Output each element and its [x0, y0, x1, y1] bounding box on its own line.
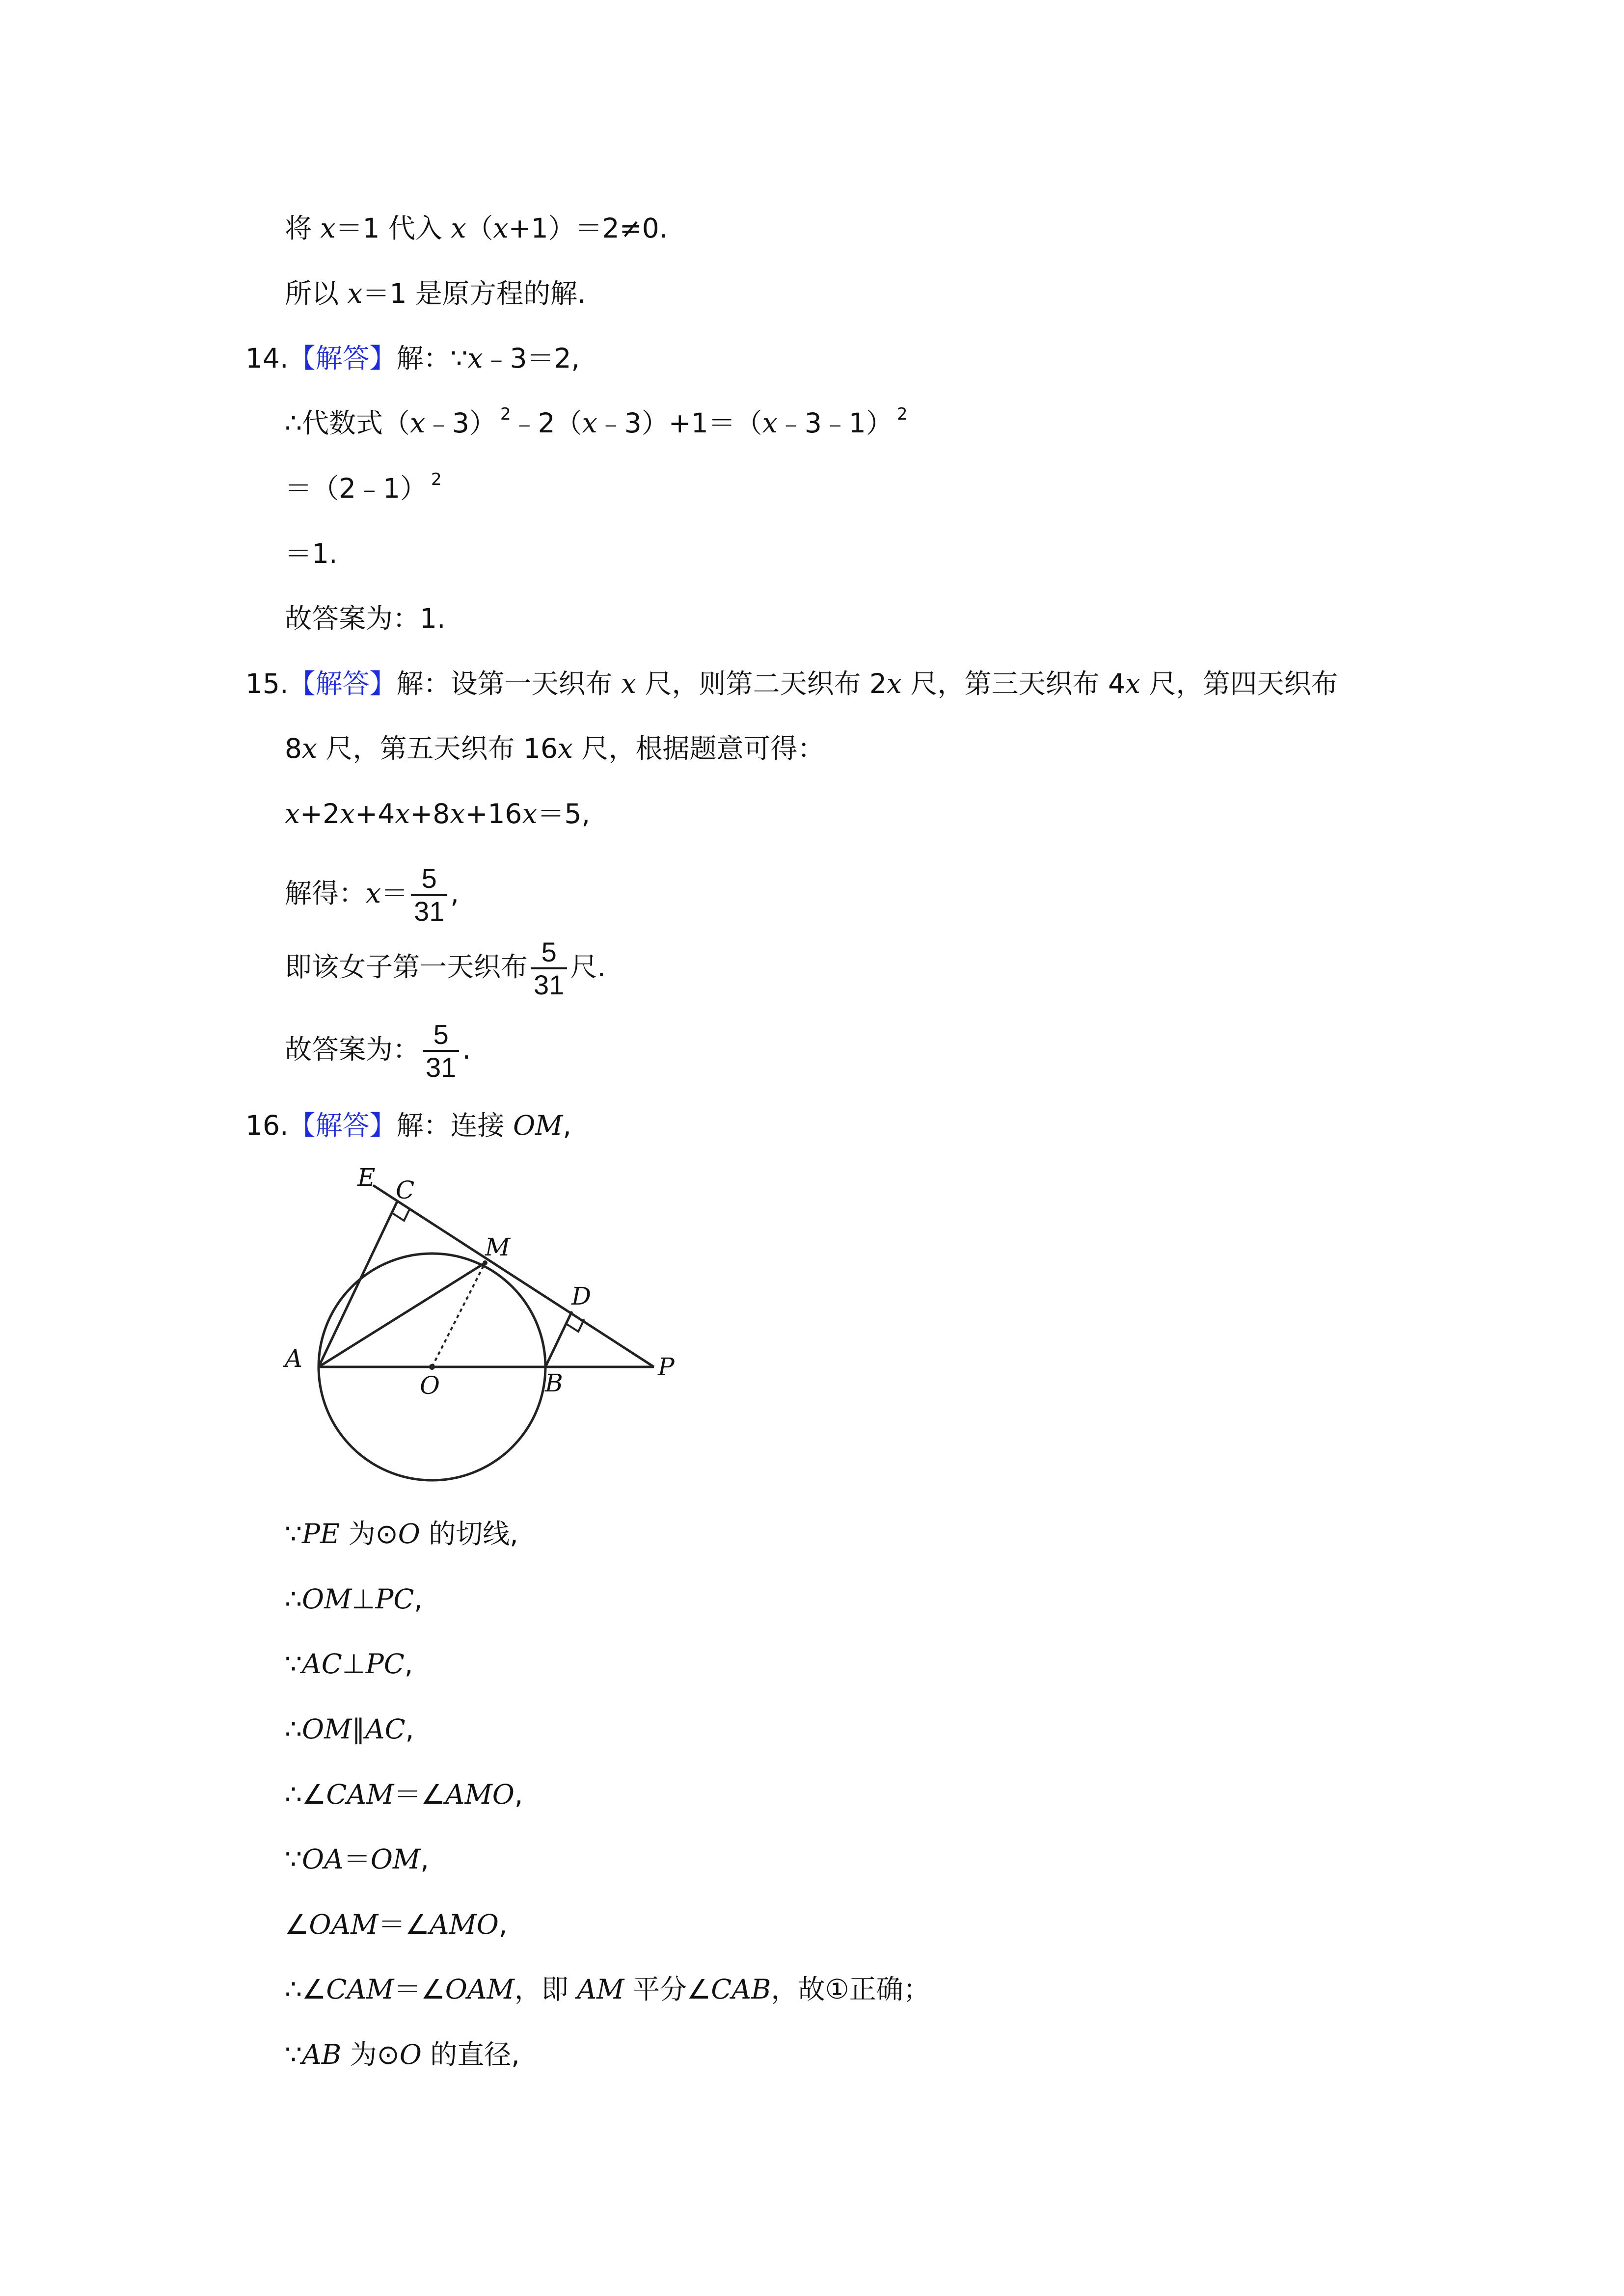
text: ＝（2﹣1） [285, 473, 427, 504]
text-line [285, 1840, 429, 1879]
variable: x [450, 798, 465, 829]
fraction [423, 1019, 459, 1083]
text: 尺，则第二天织布 2 [636, 668, 887, 699]
text: ＝5, [537, 798, 590, 829]
text: ∵ [285, 2039, 302, 2070]
question-15-heading [245, 664, 1338, 703]
variable: O [398, 1518, 420, 1549]
text-line [285, 1970, 930, 2009]
text: 尺. [570, 951, 606, 983]
text: 解：设第一天织布 [396, 668, 621, 699]
text-line [285, 729, 825, 768]
text: 故答案为：1. [285, 603, 446, 634]
variable: x [467, 343, 483, 374]
numerator: 5 [423, 1019, 459, 1052]
text: , [414, 1583, 423, 1615]
denominator: 31 [426, 1051, 457, 1083]
text: ＝1 代入 [335, 213, 451, 244]
text: 解：连接 [396, 1110, 513, 1141]
text: , [498, 1909, 508, 1940]
variable: CAM [326, 1779, 394, 1810]
exponent: 2 [431, 470, 442, 489]
text: ﹣3）+1＝（ [597, 407, 762, 439]
text: 的直径, [421, 2039, 520, 2070]
text: ＝1 是原方程的解. [362, 278, 586, 309]
answer-tag: 【解答】 [288, 343, 397, 374]
variable: x [395, 798, 410, 829]
fraction [531, 937, 567, 1001]
text: ，即 [514, 1974, 577, 2005]
text-line [285, 1514, 518, 1553]
variable: AB [302, 2039, 342, 2070]
text: ﹣2（ [511, 407, 582, 439]
question-number: 16. [245, 1110, 289, 1141]
variable: x [366, 878, 381, 909]
text-line [285, 1579, 423, 1619]
text: （ [466, 213, 493, 244]
text: ＝ [343, 1843, 371, 1875]
text: , [420, 1843, 429, 1875]
line-bd [545, 1311, 572, 1367]
text: ∥ [352, 1713, 365, 1745]
text: ⊥ [352, 1583, 376, 1615]
text: 尺，第五天织布 16 [317, 733, 558, 764]
text: . [462, 1034, 471, 1065]
variable: x [302, 733, 318, 764]
text: 8 [285, 733, 302, 764]
text: , [563, 1110, 571, 1141]
answer-tag: 【解答】 [288, 668, 397, 699]
text: 平分∠ [624, 1974, 711, 2005]
text-line [285, 274, 586, 313]
fraction [411, 863, 447, 927]
text-line [285, 1905, 507, 1944]
variable: CAB [711, 1974, 771, 2005]
text: , [450, 878, 459, 909]
exponent: 2 [896, 404, 908, 424]
text: 所以 [285, 278, 348, 309]
center-point-o [429, 1364, 435, 1370]
variable: x [1125, 668, 1140, 699]
variable: x [493, 213, 509, 244]
text: 将 [285, 213, 321, 244]
variable: x [451, 213, 466, 244]
text: ⊥ [342, 1648, 366, 1680]
variable: OM [302, 1583, 352, 1615]
label-e: E [357, 1168, 376, 1192]
text-line [285, 1644, 413, 1683]
text: , [404, 1648, 413, 1680]
question-16-heading [245, 1106, 571, 1145]
label-m: M [485, 1233, 511, 1261]
text: ∴代数式（ [285, 407, 410, 439]
label-d: D [571, 1282, 592, 1310]
denominator: 31 [414, 895, 445, 927]
text: ＝ [381, 878, 408, 909]
text: ∴ [285, 1713, 302, 1745]
text: , [514, 1779, 523, 1810]
variable: x [621, 668, 636, 699]
text: ∵ [285, 1518, 302, 1549]
variable: x [762, 407, 778, 439]
variable: OM [302, 1713, 352, 1745]
text: ∵ [285, 1843, 302, 1875]
text: ＝∠ [394, 1974, 445, 2005]
text: ∴∠ [285, 1779, 326, 1810]
solution-line [285, 859, 459, 928]
text: 解得： [285, 878, 366, 909]
variable: CAM [326, 1974, 394, 2005]
text: ＝∠ [378, 1909, 430, 1940]
variable: AC [302, 1648, 342, 1680]
variable: PC [365, 1648, 405, 1680]
variable: AMO [445, 1779, 514, 1810]
text: +4 [355, 798, 395, 829]
text: ﹣3＝2, [483, 343, 580, 374]
text: ﹣3） [425, 407, 497, 439]
text: +2 [300, 798, 340, 829]
text: 为⊙ [340, 1518, 398, 1549]
text: 尺，第四天织布 [1140, 668, 1338, 699]
numerator: 5 [411, 863, 447, 896]
label-c: C [396, 1176, 415, 1204]
variable: x [347, 278, 363, 309]
text: 的切线, [420, 1518, 518, 1549]
variable: x [557, 733, 573, 764]
variable: OA [302, 1843, 344, 1875]
text: ＝1. [285, 538, 338, 569]
text: 故答案为： [285, 1034, 420, 1065]
variable: AM [577, 1974, 624, 2005]
text: 尺，第三天织布 4 [902, 668, 1125, 699]
numerator: 5 [531, 937, 567, 969]
variable: PE [302, 1518, 340, 1549]
exponent: 2 [500, 404, 511, 424]
text: ＝∠ [394, 1779, 445, 1810]
label-p: P [658, 1353, 675, 1381]
text: 即该女子第一天织布 [285, 951, 528, 983]
variable: x [886, 668, 902, 699]
equation-line [285, 794, 590, 833]
variable: OM [513, 1110, 563, 1141]
text-line [285, 933, 606, 1001]
text-line [285, 1015, 471, 1084]
variable: OAM [445, 1974, 514, 2005]
answer-tag: 【解答】 [288, 1110, 397, 1141]
text-line [285, 403, 907, 443]
question-number: 15. [245, 668, 289, 699]
variable: x [582, 407, 597, 439]
text: , [405, 1713, 414, 1745]
text: ﹣3﹣1） [777, 407, 893, 439]
text: 为⊙ [341, 2039, 400, 2070]
variable: x [410, 407, 426, 439]
variable: OAM [309, 1909, 379, 1940]
question-number: 14. [245, 343, 289, 374]
geometry-figure [275, 1168, 707, 1492]
label-a: A [285, 1344, 303, 1373]
variable: x [320, 213, 336, 244]
text-line [285, 1775, 523, 1814]
line-ep [373, 1185, 654, 1367]
denominator: 31 [534, 969, 565, 1000]
text-line [285, 599, 445, 638]
text-line [285, 469, 442, 508]
variable: x [340, 798, 355, 829]
variable: x [522, 798, 538, 829]
text: +8 [410, 798, 450, 829]
variable: x [285, 798, 300, 829]
variable: O [399, 2039, 422, 2070]
variable: AMO [429, 1909, 499, 1940]
text: +16 [465, 798, 522, 829]
text: ∴∠ [285, 1974, 326, 2005]
variable: PC [375, 1583, 414, 1615]
text-line [285, 534, 337, 573]
text-line [285, 2035, 520, 2074]
text-line [285, 209, 668, 248]
right-angle-c [392, 1208, 410, 1221]
text: ∴ [285, 1583, 302, 1615]
variable: OM [370, 1843, 421, 1875]
text: +1）＝2≠0. [508, 213, 668, 244]
question-14-heading [245, 339, 580, 378]
text: ∠ [285, 1909, 309, 1940]
label-b: B [545, 1369, 563, 1397]
text-line [285, 1709, 414, 1749]
text: 解：∵ [396, 343, 468, 374]
text: 尺，根据题意可得： [573, 733, 825, 764]
text: ，故①正确； [771, 1974, 930, 2005]
variable: AC [365, 1713, 406, 1745]
label-o: O [420, 1371, 440, 1400]
text: ∵ [285, 1648, 302, 1680]
